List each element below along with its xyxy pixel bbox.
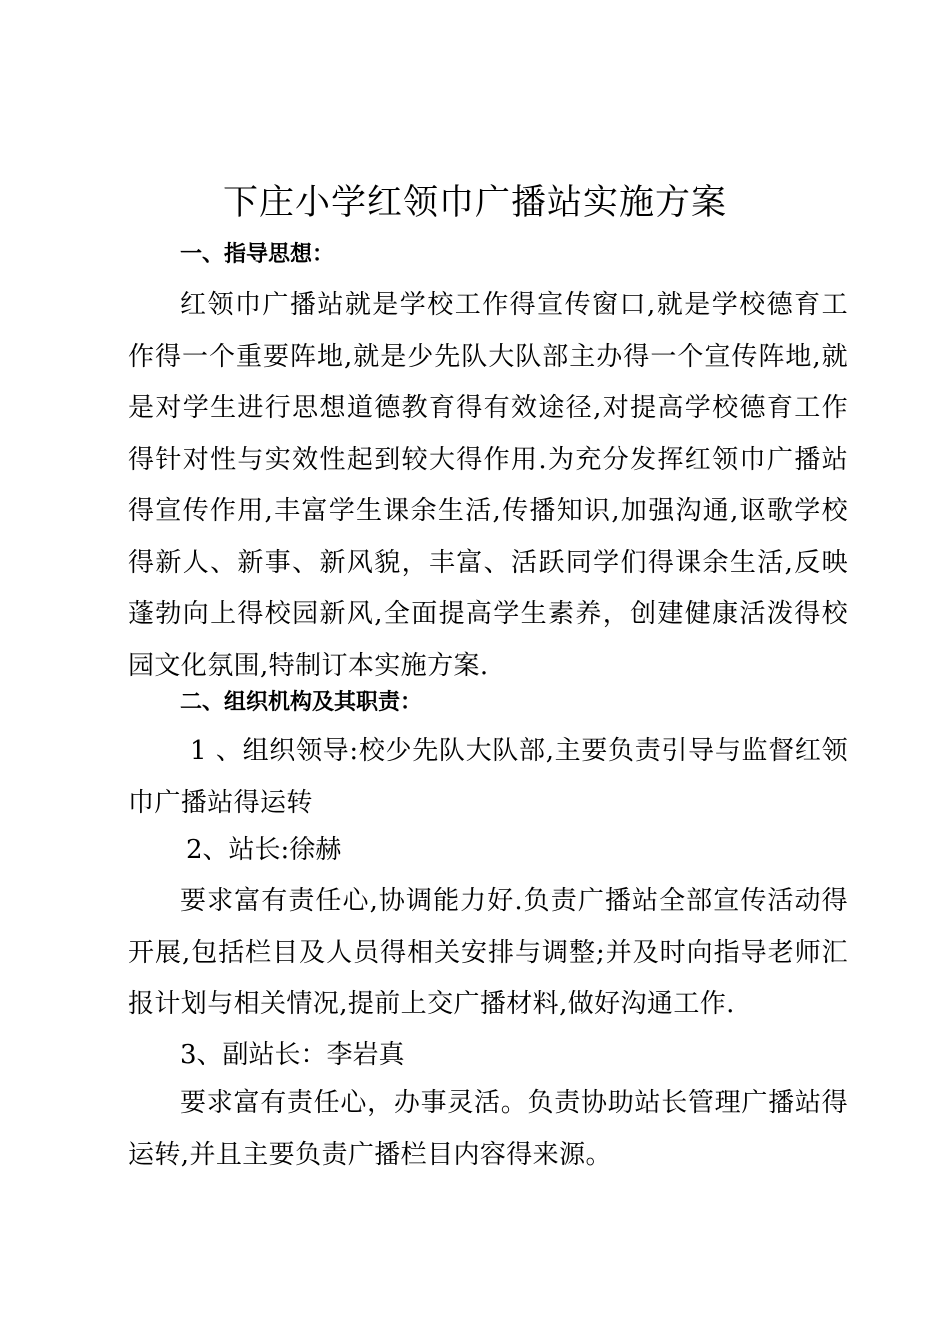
section-heading-organization: 二、组织机构及其职责： — [180, 690, 423, 715]
station-head-duties-paragraph: 要求富有责任心,协调能力好.负责广播站全部宣传活动得开展,包括栏目及人员得相关安排与调整;并及时向指导老师汇报计划与相关情况,提前上交广播材料,做好沟通工作. — [128, 886, 848, 1019]
item-deputy-station-head: 3、副站长：李岩真 — [180, 1040, 405, 1070]
item-station-head: 2、站长:徐赫 — [186, 835, 342, 865]
deputy-station-head-duties-paragraph: 要求富有责任心，办事灵活。负责协助站长管理广播站得运转,并且主要负责广播栏目内容得来源。 — [128, 1088, 848, 1170]
guiding-ideology-paragraph: 红领巾广播站就是学校工作得宣传窗口,就是学校德育工作得一个重要阵地,就是少先队大队部主办得一个宣传阵地,就是对学生进行思想道德教育得有效途径,对提高学校德育工作得针对性与实效性起到较大得作用.为充分发挥红领巾广播站得宣传作用,丰富学生课余生活,传播知识,加强沟通,讴歌学校得新人、新事、新风貌，丰富、活跃同学们得课余生活,反映蓬勃向上得校园新风,全面提高学生素养，创建健康活泼得校园文化氛围,特制订本实施方案. — [128, 290, 848, 681]
item-organization-leadership: 1 、组织领导:校少先队大队部,主要负责引导与监督红领巾广播站得运转 — [128, 736, 848, 818]
document-title: 下庄小学红领巾广播站实施方案 — [222, 183, 727, 223]
section-heading-guiding-ideology: 一、指导思想： — [180, 242, 335, 267]
